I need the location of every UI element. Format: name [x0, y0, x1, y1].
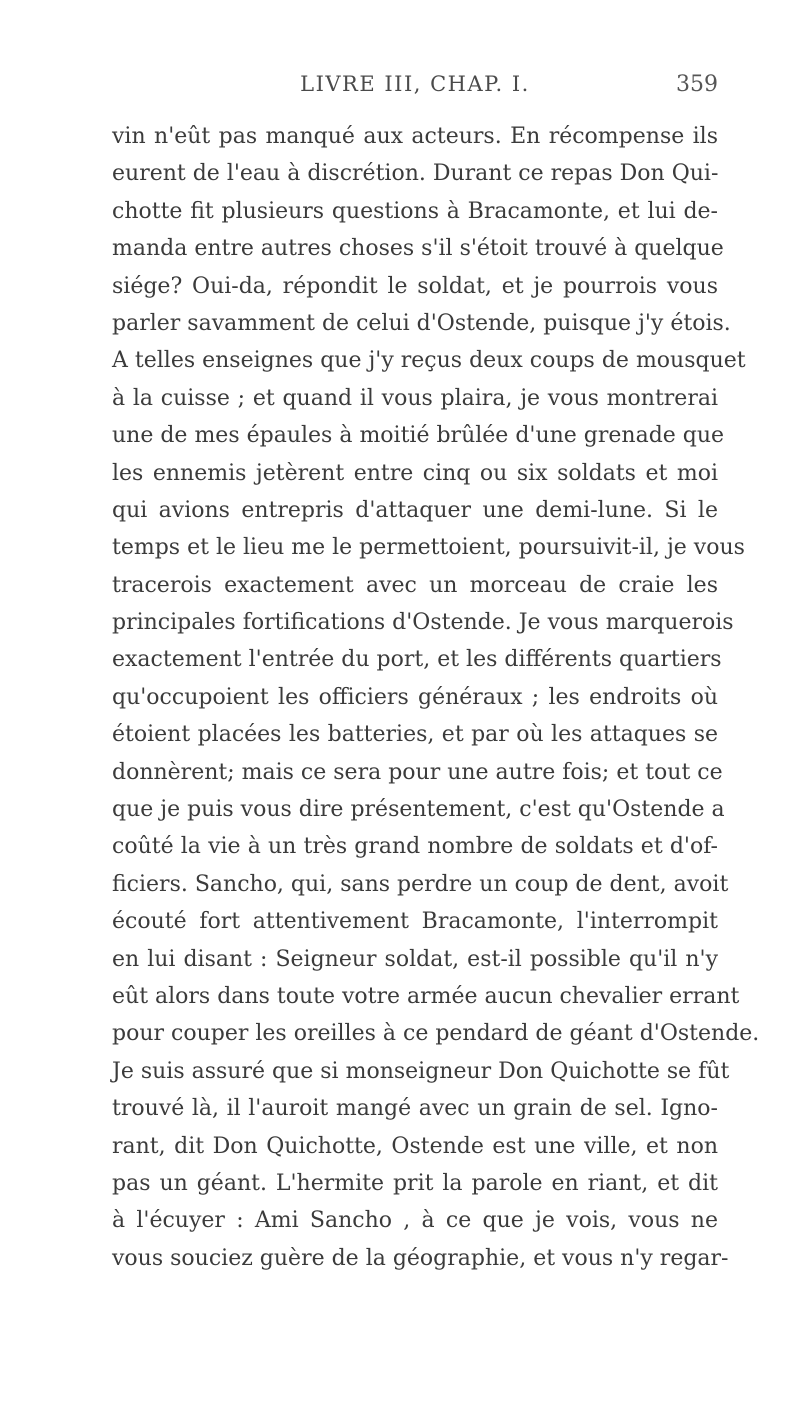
page-number: 359 [676, 72, 718, 97]
text-line: qui avions entrepris d'attaquer une demi-lune. Si le [112, 497, 718, 523]
text-line: eût alors dans toute votre armée aucun chevalier errant [112, 983, 740, 1009]
text-line: parler savamment de celui d'Ostende, puisque j'y étois. [112, 310, 731, 336]
running-title: LIVRE III, CHAP. I. [300, 72, 530, 96]
text-line: tracerois exactement avec un morceau de craie les [112, 572, 718, 598]
text-line: les ennemis jetèrent entre cinq ou six soldats et moi [112, 460, 718, 486]
text-line: étoient placées les batteries, et par où les attaques se [112, 722, 718, 748]
text-line: temps et le lieu me le permettoient, poursuivit-il, je vous [112, 535, 745, 561]
text-line: rant, dit Don Quichotte, Ostende est une ville, et non [112, 1133, 718, 1159]
text-line: Je suis assuré que si monseigneur Don Quichotte se fût [112, 1058, 730, 1084]
text-line: vin n'eût pas manqué aux acteurs. En récompense ils [112, 124, 718, 149]
running-head [112, 72, 718, 106]
text-line: exactement l'entrée du port, et les différents quartiers [112, 647, 722, 673]
text-line: trouvé là, il l'auroit mangé avec un grain de sel. Igno- [112, 1096, 718, 1122]
text-line: en lui disant : Seigneur soldat, est-il possible qu'il n'y [112, 946, 718, 972]
text-line: donnèrent; mais ce sera pour une autre fois; et tout ce [112, 759, 723, 785]
text-line: pas un géant. L'hermite prit la parole en riant, et dit [112, 1170, 718, 1196]
body-text [112, 118, 760, 1277]
text-line: vous souciez guère de la géographie, et vous n'y regar- [112, 1245, 729, 1271]
text-line: une de mes épaules à moitié brûlée d'une grenade que [112, 423, 725, 449]
text-line: eurent de l'eau à discrétion. Durant ce repas Don Qui- [112, 161, 719, 187]
text-line: pour couper les oreilles à ce pendard de géant d'Ostende. [112, 1021, 760, 1047]
text-line: principales fortifications d'Ostende. Je vous marquerois [112, 610, 734, 636]
text-line: chotte fit plusieurs questions à Bracamonte, et lui de- [112, 198, 718, 224]
text-line: manda entre autres choses s'il s'étoit trouvé à quelque [112, 236, 724, 262]
text-line: que je puis vous dire présentement, c'est qu'Ostende a [112, 797, 725, 823]
text-line: A telles enseignes que j'y reçus deux coups de mousquet [112, 348, 746, 374]
text-line: ficiers. Sancho, qui, sans perdre un coup de dent, avoit [112, 871, 729, 897]
text-line: siége? Oui-da, répondit le soldat, et je pourrois vous [112, 273, 718, 299]
text-line: coûté la vie à un très grand nombre de soldats et d'of- [112, 834, 718, 860]
text-line: à l'écuyer : Ami Sancho , à ce que je vois, vous ne [112, 1208, 718, 1234]
text-line: à la cuisse ; et quand il vous plaira, je vous montrerai [112, 385, 718, 411]
text-line: écouté fort attentivement Bracamonte, l'interrompit [112, 909, 718, 935]
text-line: qu'occupoient les officiers généraux ; les endroits où [112, 684, 718, 710]
